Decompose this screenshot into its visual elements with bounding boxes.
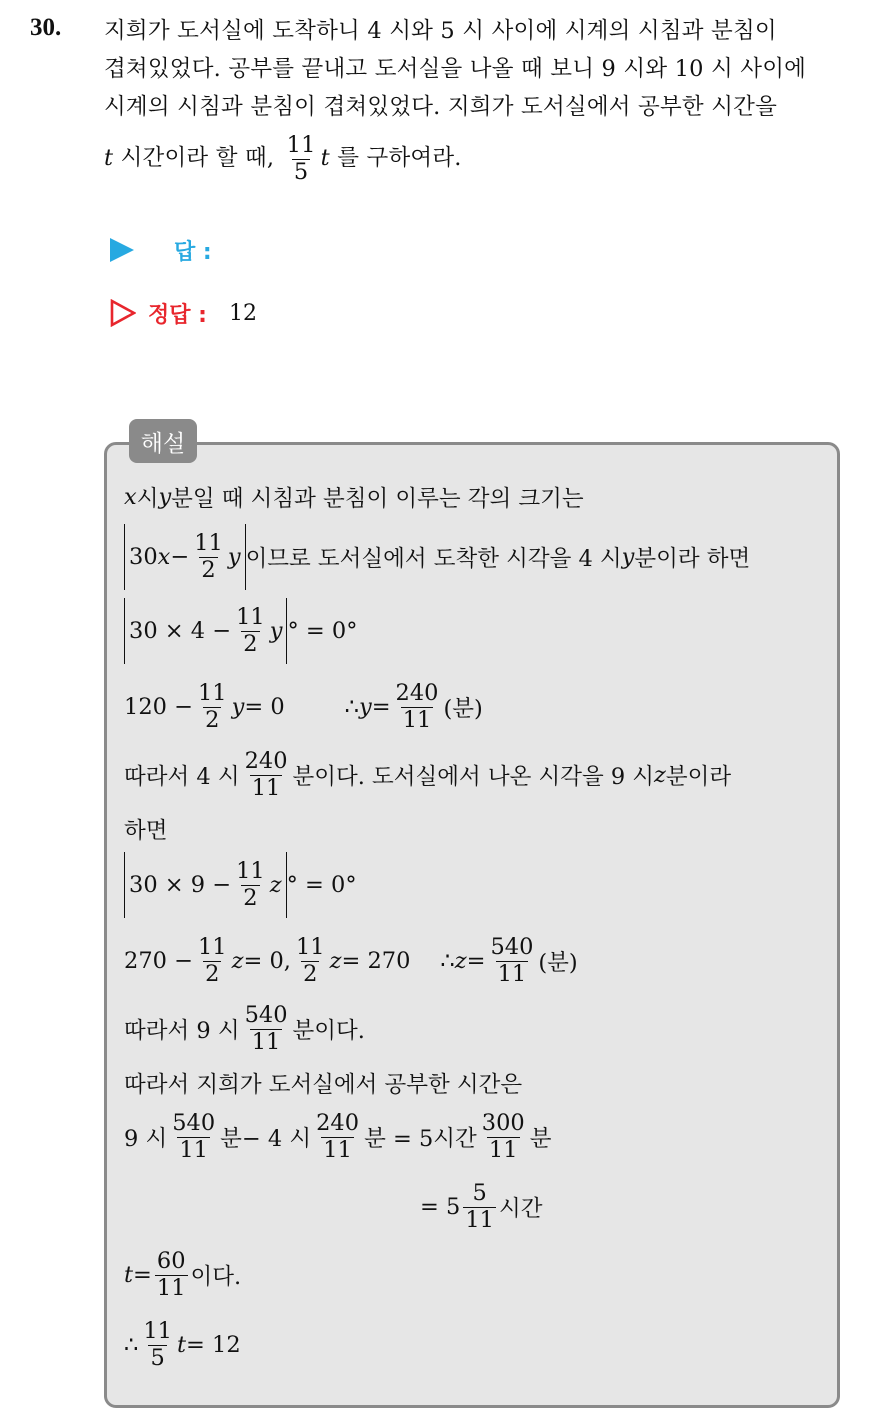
text: = [133,1262,152,1288]
absolute-value [124,524,246,590]
text: = 270 [341,948,411,974]
text: 분이라 [665,764,732,790]
solution-line-10 [124,1064,522,1102]
denominator: 2 [201,556,216,583]
solution-line-12 [420,1174,542,1240]
solution-line-6 [124,810,167,848]
var-x: x [157,544,171,570]
fraction [141,1319,174,1370]
fraction [314,1111,361,1162]
denominator: 2 [243,884,258,911]
answer-label: 답 : [174,239,212,265]
var-t: t [124,1262,134,1288]
text: 시간이라 할 때, [113,145,275,171]
therefore: ∴ [124,1332,139,1358]
play-triangle-icon [110,238,134,262]
text: ° = 0° [287,618,358,644]
denominator: 11 [488,1136,518,1163]
text: 270 − [124,948,193,974]
denominator: 2 [205,706,220,733]
fraction [243,749,290,800]
fraction [285,133,318,184]
text: 30 [129,544,158,570]
text: = 12 [186,1332,241,1358]
fraction [196,935,229,986]
numerator: 11 [286,132,316,159]
fraction [480,1111,527,1162]
numerator: 300 [481,1110,525,1137]
numerator: 11 [295,934,325,961]
numerator: 11 [194,530,223,557]
numerator: 11 [197,934,227,961]
denominator: 11 [156,1274,186,1301]
text: 분이다. [292,1018,365,1044]
numerator: 11 [197,680,227,707]
solution-line-4 [124,674,483,740]
solution-line-8 [124,928,578,994]
solution-line-14 [124,1312,241,1378]
numerator: 5 [472,1180,487,1207]
numerator: 11 [236,858,265,885]
solution-line-1 [124,478,584,516]
text: 30 × 4 − [129,618,232,644]
text: 분일 때 시침과 분침이 이루는 각의 크기는 [171,486,584,512]
denominator: 11 [497,960,527,987]
var-z: z [329,948,342,974]
numerator: 240 [244,748,288,775]
correct-answer-row [110,295,257,331]
text: = 0 [244,694,285,720]
text: 120 − [124,694,193,720]
solution-line-2 [124,522,750,592]
text: = 0, [243,948,291,974]
therefore: ∴ [344,694,359,720]
var-y: y [231,694,245,720]
fraction [196,681,229,732]
denominator: 2 [243,630,258,657]
text: = [466,948,486,974]
text: = 5 [420,1194,461,1220]
var-y: y [621,544,635,570]
text: 9 시 [124,1126,168,1152]
absolute-value [124,598,287,664]
solution-tag: 해설 [129,419,197,463]
solution-line-9 [124,996,365,1062]
text: 시 [136,486,159,512]
text: 30 × 9 − [129,872,232,898]
therefore: ∴ [440,948,455,974]
solution-line-3 [124,596,357,666]
denominator: 2 [205,960,220,987]
var-y: y [227,544,241,570]
var-z: z [454,948,467,974]
text: 따라서 지희가 도서실에서 공부한 시간은 [124,1072,523,1098]
answer-row [110,232,212,268]
denominator: 11 [402,706,432,733]
text: 분 = 5시간 [364,1126,477,1152]
numerator: 540 [172,1110,216,1137]
var-y: y [269,618,283,644]
fraction [488,935,535,986]
denominator: 5 [293,158,309,185]
fraction [294,935,327,986]
text: 분− 4 시 [220,1126,312,1152]
denominator: 11 [251,1028,281,1055]
text: (분) [443,696,483,722]
solution-line-11 [124,1104,551,1170]
text: 시간 [498,1196,543,1222]
question-text [104,12,874,190]
fraction [155,1249,188,1300]
fraction [234,859,267,910]
denominator: 11 [323,1136,352,1163]
question-line-2: 겹쳐있었다. 공부를 끝내고 도서실을 나올 때 보니 9 시와 10 시 사이에 [104,56,807,82]
text: − [170,544,190,570]
var-t: t [176,1332,187,1358]
question-number: 30. [30,14,62,41]
numerator: 540 [490,934,534,961]
text: 분이라 하면 [634,546,751,572]
var-z: z [269,872,282,898]
var-x: x [124,484,137,510]
denominator: 5 [150,1344,165,1371]
correct-answer-label: 정답 : [148,302,207,328]
denominator: 11 [251,774,281,801]
text: ° = 0° [286,872,357,898]
question-line-1: 지희가 도서실에 도착하니 4 시와 5 시 사이에 시계의 시침과 분침이 [104,18,777,44]
var-y: y [158,484,172,510]
var-z: z [654,762,666,788]
text: 분 [529,1126,552,1152]
text: 하면 [124,818,168,844]
fraction [192,531,225,582]
numerator: 60 [156,1248,186,1275]
fraction [463,1181,496,1232]
fraction [234,605,267,656]
text: 따라서 4 시 [124,764,240,790]
question-line-4 [104,126,874,190]
var-t: t [104,145,114,171]
solution-line-7 [124,850,357,920]
numerator: 11 [236,604,265,631]
solution-line-5 [124,742,731,808]
text: 이다. [190,1264,242,1290]
question-line-3: 시계의 시침과 분침이 겹쳐있었다. 지희가 도서실에서 공부한 시간을 [104,94,777,120]
denominator: 11 [465,1206,494,1233]
text: 를 구하여라. [329,145,462,171]
numerator: 240 [316,1110,360,1137]
fraction [170,1111,217,1162]
numerator: 540 [244,1002,288,1029]
text: 따라서 9 시 [124,1018,240,1044]
absolute-value [124,852,287,918]
numerator: 11 [143,1318,172,1345]
var-z: z [231,948,244,974]
text: (분) [538,950,578,976]
correct-answer-value: 12 [228,300,257,326]
text: 이므로 도서실에서 도착한 시각을 4 시 [245,546,622,572]
numerator: 240 [395,680,439,707]
var-t: t [320,145,330,171]
text: = [371,694,391,720]
outline-triangle-icon [110,299,136,327]
denominator: 11 [179,1136,208,1163]
denominator: 2 [303,960,318,987]
var-y: y [358,694,372,720]
solution-line-13 [124,1242,241,1308]
fraction [243,1003,290,1054]
text: 분이다. 도서실에서 나온 시각을 9 시 [292,764,655,790]
fraction [394,681,441,732]
